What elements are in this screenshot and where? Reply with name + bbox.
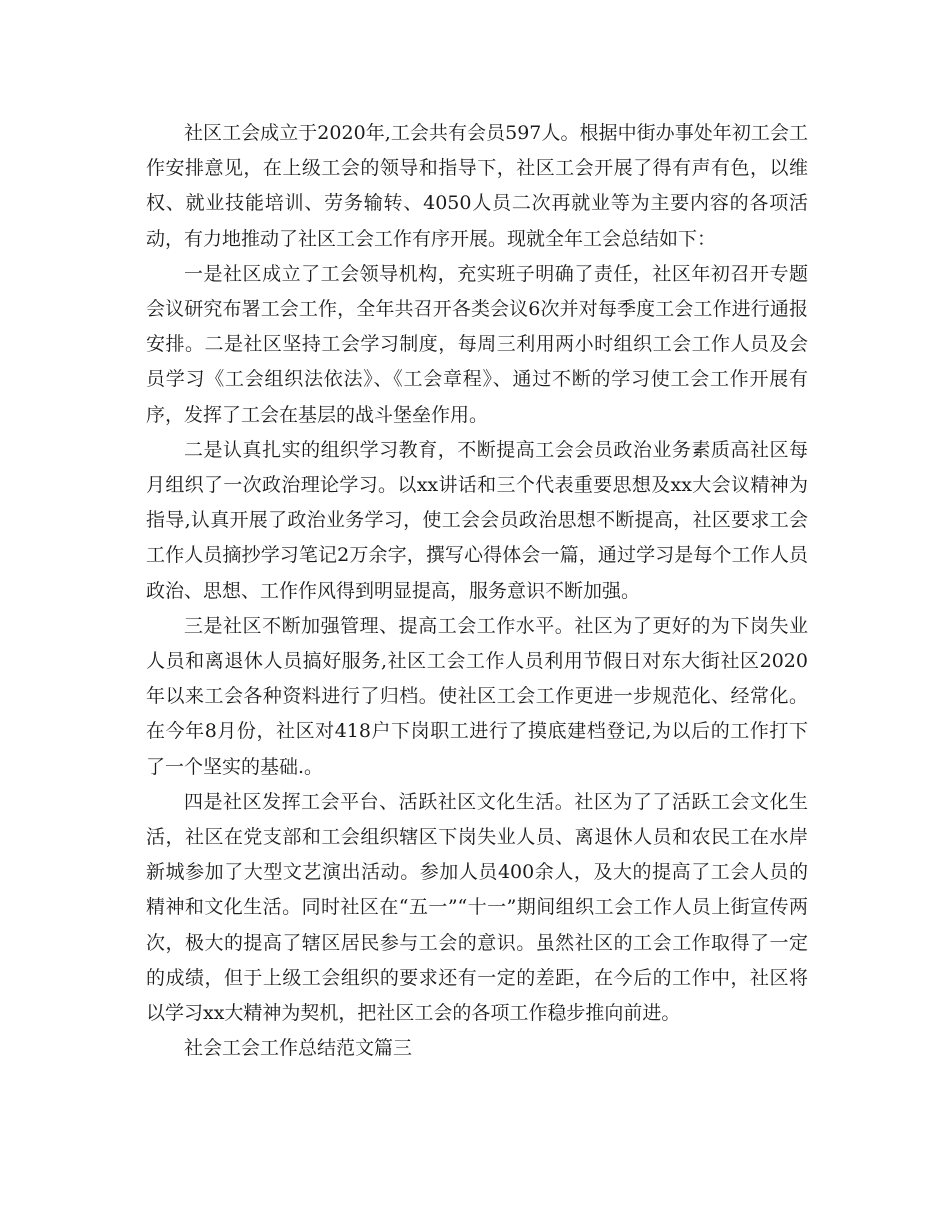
paragraph-one: 一是社区成立了工会领导机构，充实班子明确了责任，社区年初召开专题会议研究布署工会工作，全年共召开各类会议6次并对每季度工会工作进行通报安排。二是社区坚持工会学习制度，每周三利用两小时组织工会工作人员及会员学习《工会组织法依法》、《工会章程》、通过不断的学习使工会工作开展有序，发挥了工会在基层的战斗堡垒作用。 — [146, 262, 808, 426]
paragraph-two: 二是认真扎实的组织学习教育，不断提高工会会员政治业务素质高社区每月组织了一次政治理论学习。以xx讲话和三个代表重要思想及xx大会议精神为指导,认真开展了政治业务学习，使工会会员政治思想不断提高，社区要求工会工作人员摘抄学习笔记2万余字，撰写心得体会一篇，通过学习是每个工作人员政治、思想、工作作风得到明显提高，服务意识不断加强。 — [146, 438, 808, 602]
paragraph-intro: 社区工会成立于2020年,工会共有会员597人。根据中街办事处年初工会工作安排意见，在上级工会的领导和指导下，社区工会开展了得有声有色，以维权、就业技能培训、劳务输转、4050人员二次再就业等为主要内容的各项活动，有力地推动了社区工会工作有序开展。现就全年工会总结如下： — [146, 122, 808, 250]
section-title: 社会工会工作总结范文篇三 — [184, 1037, 413, 1060]
paragraph-four: 四是社区发挥工会平台、活跃社区文化生活。社区为了了活跃工会文化生活，社区在党支部和工会组织辖区下岗失业人员、离退休人员和农民工在水岸新城参加了大型文艺演出活动。参加人员400余人，及大的提高了工会人员的精神和文化生活。同时社区在“五一”“十一”期间组织工会工作人员上街宣传两次，极大的提高了辖区居民参与工会的意识。虽然社区的工会工作取得了一定的成绩，但于上级工会组织的要求还有一定的差距，在今后的工作中，社区将以学习xx大精神为契机，把社区工会的各项工作稳步推向前进。 — [146, 790, 808, 1025]
document-body — [146, 116, 808, 1066]
paragraph-three: 三是社区不断加强管理、提高工会工作水平。社区为了更好的为下岗失业人员和离退休人员搞好服务,社区工会工作人员利用节假日对东大街社区2020年以来工会各种资料进行了归档。使社区工会工作更进一步规范化、经常化。在今年8月份，社区对418户下岗职工进行了摸底建档登记,为以后的工作打下了一个坚实的基础.。 — [146, 614, 808, 778]
